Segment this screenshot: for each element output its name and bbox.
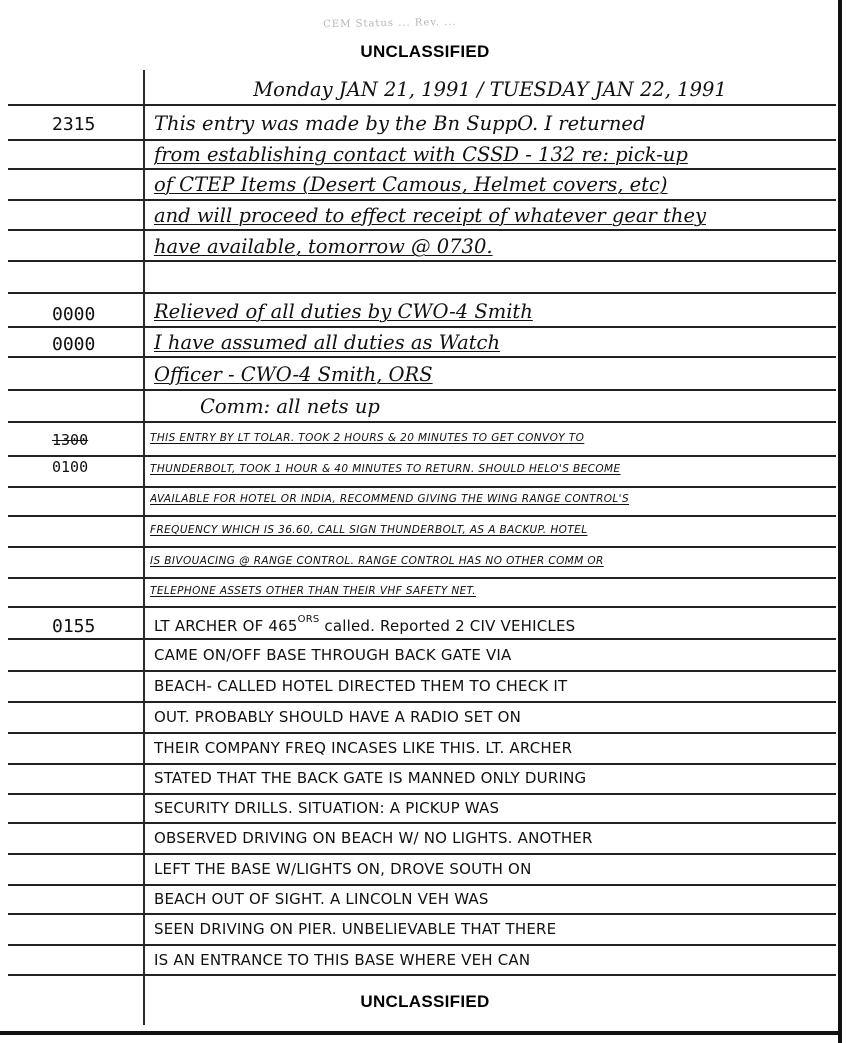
ruled-line bbox=[8, 326, 836, 328]
ruled-line bbox=[8, 884, 836, 886]
struck-time: 1300 bbox=[52, 431, 89, 449]
ruled-line bbox=[8, 638, 836, 640]
entry-line: TELEPHONE ASSETS OTHER THAN THEIR VHF SAFETY NET. bbox=[150, 585, 476, 597]
entry-line: THIS ENTRY BY LT TOLAR. TOOK 2 HOURS & 20 MINUTES TO GET CONVOY TO bbox=[150, 432, 585, 444]
entry-line: BEACH- CALLED HOTEL DIRECTED THEM TO CHECK IT bbox=[154, 677, 568, 695]
ruled-line bbox=[8, 104, 836, 106]
entry-line: OBSERVED DRIVING ON BEACH W/ NO LIGHTS. ANOTHER bbox=[154, 829, 593, 847]
ruled-line bbox=[8, 670, 836, 672]
entry-line: Officer - CWO-4 Smith, ORS bbox=[154, 363, 433, 386]
ruled-line bbox=[8, 199, 836, 201]
entry-time: 2315 bbox=[52, 114, 96, 135]
ruled-line bbox=[8, 732, 836, 734]
entry-line: AVAILABLE FOR HOTEL OR INDIA, RECOMMEND GIVING THE WING RANGE CONTROL'S bbox=[150, 493, 630, 505]
entry-line: have available, tomorrow @ 0730. bbox=[154, 235, 493, 258]
entry-line-sup: ORS bbox=[297, 614, 320, 625]
ruled-line bbox=[8, 229, 836, 231]
entry-time: 0155 bbox=[52, 616, 96, 637]
entry-line: from establishing contact with CSSD - 132 re: pick-up bbox=[154, 143, 688, 166]
entry-line: This entry was made by the Bn SuppO. I returned bbox=[154, 112, 646, 135]
faint-stamp: CEM Status ... Rev. ... bbox=[323, 16, 457, 31]
entry-line: THEIR COMPANY FREQ INCASES LIKE THIS. LT. ARCHER bbox=[154, 739, 573, 757]
entry-time: 0000 bbox=[52, 334, 96, 355]
ruled-line bbox=[8, 515, 836, 517]
ruled-line bbox=[8, 356, 836, 358]
entry-line: SEEN DRIVING ON PIER. UNBELIEVABLE THAT THERE bbox=[154, 920, 557, 938]
ruled-line bbox=[8, 853, 836, 855]
classification-top: UNCLASSIFIED bbox=[360, 42, 490, 61]
ruled-line bbox=[8, 944, 836, 946]
margin-rule bbox=[143, 70, 145, 1025]
ruled-line bbox=[8, 546, 836, 548]
entry-line-pre: LT ARCHER OF 465 bbox=[154, 617, 298, 635]
entry-line: SECURITY DRILLS. SITUATION: A PICKUP WAS bbox=[154, 799, 500, 817]
classification-bottom: UNCLASSIFIED bbox=[360, 992, 490, 1011]
ruled-line bbox=[8, 168, 836, 170]
ruled-line bbox=[8, 606, 836, 608]
comm-line: Comm: all nets up bbox=[200, 395, 380, 418]
entry-line: OUT. PROBABLY SHOULD HAVE A RADIO SET ON bbox=[154, 708, 522, 726]
entry-line: LEFT THE BASE W/LIGHTS ON, DROVE SOUTH ON bbox=[154, 860, 532, 878]
ruled-line bbox=[8, 292, 836, 294]
ruled-line bbox=[8, 260, 836, 262]
ruled-line bbox=[8, 701, 836, 703]
entry-line: IS AN ENTRANCE TO THIS BASE WHERE VEH CAN bbox=[154, 951, 531, 969]
entry-line: of CTEP Items (Desert Camous, Helmet covers, etc) bbox=[154, 173, 668, 196]
ruled-line bbox=[8, 822, 836, 824]
entry-line: THUNDERBOLT, TOOK 1 HOUR & 40 MINUTES TO RETURN. SHOULD HELO'S BECOME bbox=[150, 463, 621, 475]
entry-line: and will proceed to effect receipt of whatever gear they bbox=[154, 204, 706, 227]
ruled-line bbox=[8, 913, 836, 915]
ruled-line bbox=[8, 793, 836, 795]
ruled-line bbox=[8, 763, 836, 765]
entry-line bbox=[154, 614, 834, 635]
entry-line: BEACH OUT OF SIGHT. A LINCOLN VEH WAS bbox=[154, 890, 489, 908]
ruled-line bbox=[8, 577, 836, 579]
entry-line: CAME ON/OFF BASE THROUGH BACK GATE VIA bbox=[154, 646, 512, 664]
entry-time: 0000 bbox=[52, 304, 96, 325]
entry-line: STATED THAT THE BACK GATE IS MANNED ONLY DURING bbox=[154, 769, 587, 787]
entry-line-post: called. Reported 2 CIV VEHICLES bbox=[319, 617, 576, 635]
ruled-line bbox=[8, 421, 836, 423]
ruled-line bbox=[8, 486, 836, 488]
entry-line: I have assumed all duties as Watch bbox=[154, 331, 501, 354]
page-border-bottom bbox=[0, 1031, 842, 1035]
entry-line: FREQUENCY WHICH IS 36.60, CALL SIGN THUNDERBOLT, AS A BACKUP. HOTEL bbox=[150, 524, 588, 536]
ruled-line bbox=[8, 139, 836, 141]
page-border-right bbox=[838, 0, 842, 1043]
entry-line: Relieved of all duties by CWO-4 Smith bbox=[154, 300, 533, 323]
entry-time: 0100 bbox=[52, 458, 89, 476]
entry-line: IS BIVOUACING @ RANGE CONTROL. RANGE CONTROL HAS NO OTHER COMM OR bbox=[150, 555, 604, 567]
ruled-line bbox=[8, 389, 836, 391]
ruled-line bbox=[8, 974, 836, 976]
ruled-line bbox=[8, 455, 836, 457]
date-line: Monday JAN 21, 1991 / TUESDAY JAN 22, 1991 bbox=[253, 78, 727, 101]
